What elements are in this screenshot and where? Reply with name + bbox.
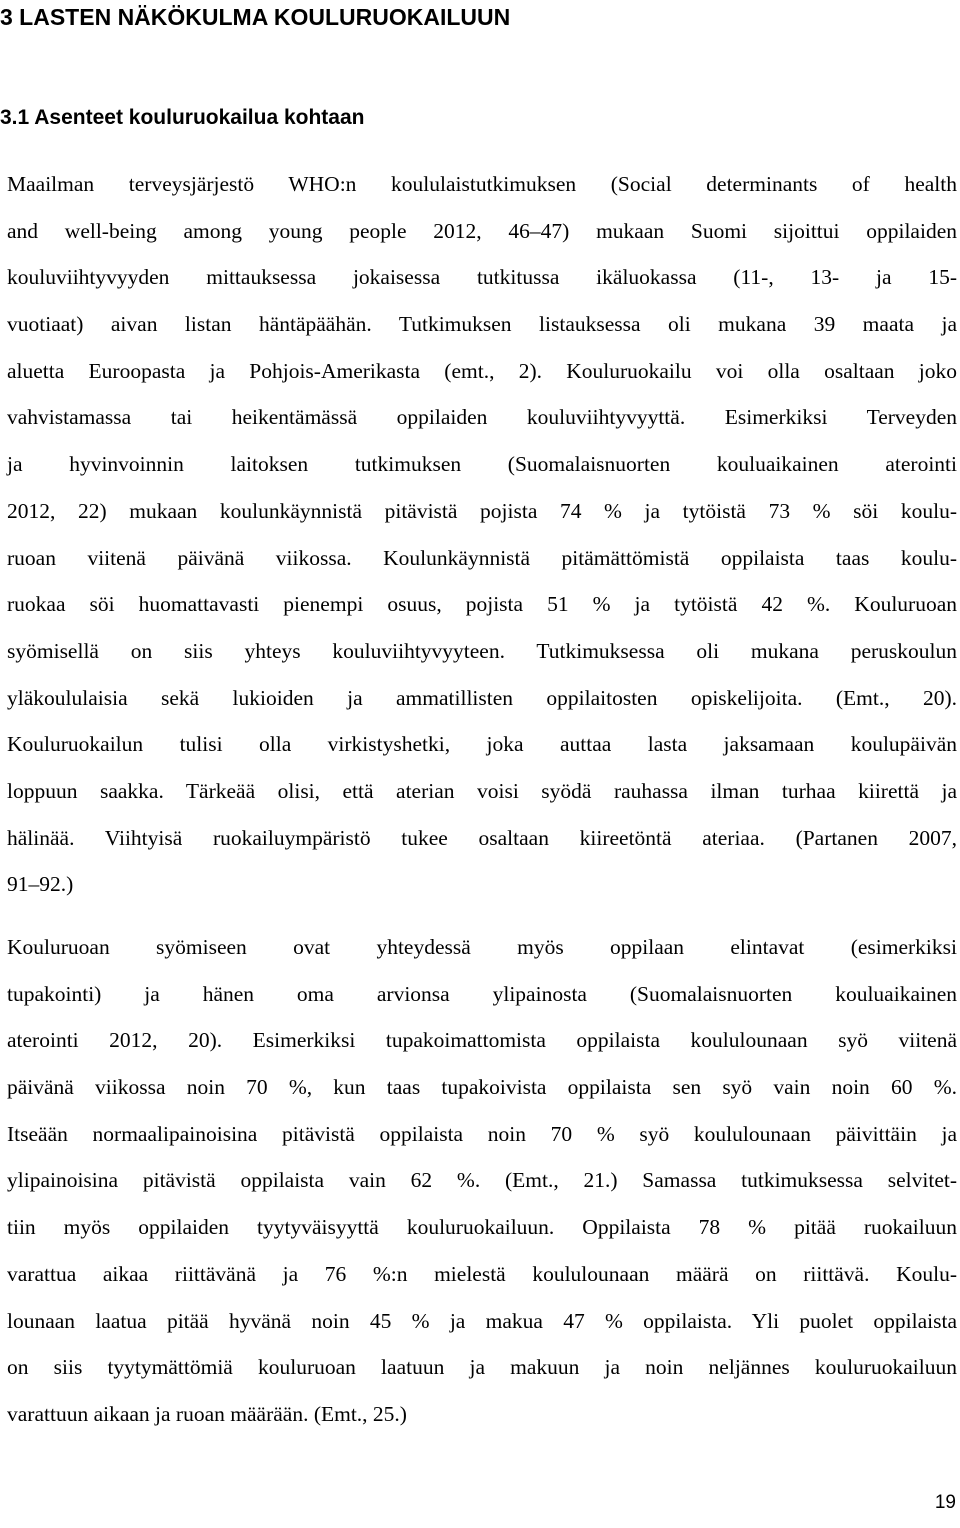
text-line: aluetta Euroopasta ja Pohjois-Amerikasta (emt., 2). Kouluruokailu voi olla osaltaan joko — [7, 358, 957, 383]
chapter-title: 3 LASTEN NÄKÖKULMA KOULURUOKAILUUN — [0, 4, 511, 30]
text-line: tiin myös oppilaiden tyytyväisyyttä kouluruokailuun. Oppilaista 78 % pitää ruokailuun — [7, 1215, 957, 1240]
text-line: kouluviihtyvyyden mittauksessa jokaisessa tutkitussa ikäluokassa (11-, 13- ja 15- — [7, 265, 957, 290]
text-line: loppuun saakka. Tärkeää olisi, että aterian voisi syödä rauhassa ilman turhaa kiirettä ja — [7, 778, 957, 803]
text-line: ruoan viitenä päivänä viikossa. Koulunkäynnistä pitämättömistä oppilaista taas koulu- — [7, 545, 957, 570]
text-line: vahvistamassa tai heikentämässä oppilaiden kouluviihtyvyyttä. Esimerkiksi Terveyden — [7, 405, 957, 430]
text-line: Maailman terveysjärjestö WHO:n koululaistutkimuksen (Social determinants of health — [7, 172, 957, 196]
text-line: 91–92.) — [7, 872, 74, 897]
text-line: yläkoululaisia sekä lukioiden ja ammatillisten oppilaitosten opiskelijoita. (Emt., 20). — [7, 685, 957, 710]
text-line: ruokaa söi huomattavasti pienempi osuus, pojista 51 % ja tytöistä 42 %. Kouluruoan — [7, 592, 957, 617]
text-line: tupakointi) ja hänen oma arvionsa ylipainosta (Suomalaisnuorten kouluaikainen — [7, 981, 957, 1006]
paragraph-2 — [7, 924, 957, 1438]
text-line: 2012, 22) mukaan koulunkäynnistä pitävistä pojista 74 % ja tytöistä 73 % söi koulu- — [7, 498, 957, 523]
paragraph-1 — [7, 161, 957, 908]
text-line: on siis tyytymättömiä kouluruoan laatuun ja makuun ja noin neljännes kouluruokailuun — [7, 1355, 957, 1380]
text-line: ylipainoisina pitävistä oppilaista vain 62 %. (Emt., 21.) Samassa tutkimuksessa selvitet- — [7, 1168, 957, 1193]
text-line: varattua aikaa riittävänä ja 76 %:n mielestä koululounaan määrä on riittävä. Koulu- — [7, 1261, 957, 1286]
text-line: Kouluruoan syömiseen ovat yhteydessä myös oppilaan elintavat (esimerkiksi — [7, 935, 957, 959]
page-number: 19 — [934, 1492, 956, 1513]
text-line: vuotiaat) aivan listan häntäpäähän. Tutkimuksen listauksessa oli mukana 39 maata ja — [7, 312, 957, 337]
text-line: Itseään normaalipainoisina pitävistä oppilaista noin 70 % syö koululounaan päivittäin ja — [7, 1121, 957, 1146]
text-line: hälinää. Viihtyisä ruokailuympäristö tukee osaltaan kiireetöntä ateriaa. (Partanen 2007, — [7, 825, 957, 850]
text-line: aterointi 2012, 20). Esimerkiksi tupakoimattomista oppilaista koululounaan syö viitenä — [7, 1028, 957, 1053]
text-line: and well-being among young people 2012, 46–47) mukaan Suomi sijoittui oppilaiden — [7, 218, 957, 243]
text-line: lounaan laatua pitää hyvänä noin 45 % ja makua 47 % oppilaista. Yli puolet oppilaista — [7, 1308, 957, 1333]
text-line: päivänä viikossa noin 70 %, kun taas tupakoivista oppilaista sen syö vain noin 60 %. — [7, 1075, 957, 1100]
text-line: syömisellä on siis yhteys kouluviihtyvyyteen. Tutkimuksessa oli mukana peruskoulun — [7, 638, 957, 663]
text-line: Kouluruokailun tulisi olla virkistyshetki, joka auttaa lasta jaksamaan koulupäivän — [7, 732, 957, 757]
section-title: 3.1 Asenteet kouluruokailua kohtaan — [0, 106, 365, 129]
text-line: varattuun aikaan ja ruoan määrään. (Emt., 25.) — [7, 1401, 407, 1426]
text-line: ja hyvinvoinnin laitoksen tutkimuksen (Suomalaisnuorten kouluaikainen aterointi — [7, 452, 957, 477]
